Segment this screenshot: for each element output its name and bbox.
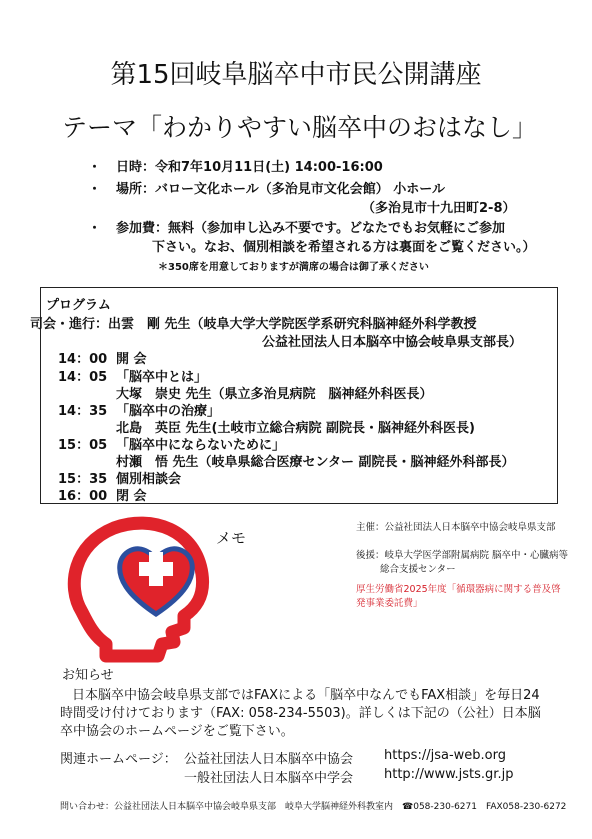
link-url-jsts[interactable]: http://www.jsts.gr.jp <box>384 767 514 782</box>
theme-heading: テーマ「わかりやすい脳卒中のおはなし」 <box>62 113 538 142</box>
link-org-jsa: 公益社団法人日本脳卒中協会 <box>184 752 354 767</box>
notice-text: 卒中協会のホームページをご覧下さい。 <box>60 724 294 739</box>
program-time: 14：35 <box>58 404 108 419</box>
bullet-venue: ・ <box>88 182 102 197</box>
program-item: 「脳卒中の治療」 <box>116 404 221 419</box>
event-fee-cont: 下さい。なお、個別相談を希望される方は裏面をご覧ください。） <box>152 240 536 255</box>
program-item: 「脳卒中にならないために」 <box>116 438 286 453</box>
event-date: 日時：令和7年10月11日(土) 14:00-16:00 <box>116 160 383 175</box>
link-url-jsa[interactable]: https://jsa-web.org <box>384 748 506 763</box>
page-title: 第15回岐阜脳卒中市民公開講座 <box>110 60 482 90</box>
program-time: 14：00 <box>58 352 108 367</box>
program-chair-org: 公益社団法人日本脳卒中協会岐阜県支部長） <box>262 335 523 350</box>
host-org: 主催：公益社団法人日本脳卒中協会岐阜県支部 <box>356 522 556 533</box>
notice-text: 時間受け付けております（FAX: 058-234-5503)。詳しくは下記の（公社）日本脳 <box>60 706 541 721</box>
links-label: 関連ホームページ： <box>60 752 177 767</box>
program-item: 閉 会 <box>116 489 147 504</box>
notice-text: 日本脳卒中協会岐阜県支部ではFAXによる「脳卒中なんでもFAX相談」を毎日24 <box>72 688 540 703</box>
link-org-jsts: 一般社団法人日本脳卒中学会 <box>184 771 354 786</box>
program-item: 「脳卒中とは」 <box>116 370 208 385</box>
program-item: 開 会 <box>116 352 147 367</box>
event-venue-address: （多治見市十九田町2-8） <box>362 201 516 216</box>
program-speaker: 大塚 崇史 先生（県立多治見病院 脳神経外科医長） <box>116 387 433 402</box>
program-time: 15：35 <box>58 472 108 487</box>
support-org-cont: 総合支援センター <box>380 564 456 575</box>
program-time: 14：05 <box>58 370 108 385</box>
bullet-date: ・ <box>88 160 102 175</box>
grant-note-cont: 発事業委託費」 <box>356 598 423 609</box>
program-item: 個別相談会 <box>116 472 182 487</box>
bullet-fee: ・ <box>88 221 102 236</box>
program-time: 16：00 <box>58 489 108 504</box>
seat-note: ＊350席を用意しておりますが満席の場合は御了承ください <box>158 262 429 273</box>
stroke-association-logo <box>62 516 210 664</box>
event-fee: 参加費：無料（参加申し込み不要です。どなたでもお気軽にご参加 <box>116 221 505 236</box>
grant-note: 厚生労働省2025年度「循環器病に関する普及啓 <box>356 584 561 595</box>
program-chair: 司会・進行：出雲 剛 先生（岐阜大学大学院医学系研究科脳神経外科学教授 <box>30 317 477 332</box>
program-speaker: 北島 英臣 先生(土岐市立総合病院 副院長・脳神経外科医長) <box>116 421 475 436</box>
event-venue: 場所：バロー文化ホール（多治見市文化会館） 小ホール <box>116 182 446 197</box>
notice-heading: お知らせ <box>62 668 114 683</box>
program-speaker: 村瀬 悟 先生（岐阜県総合医療センター 副院長・脳神経外科部長） <box>116 455 515 470</box>
contact-footer: 問い合わせ：公益社団法人日本脳卒中協会岐阜県支部 岐阜大学脳神経外科教室内 ☎058-230-6271 FAX058-230-6272 <box>60 802 567 812</box>
program-time: 15：05 <box>58 438 108 453</box>
memo-label: メモ <box>216 529 247 547</box>
support-org: 後援：岐阜大学医学部附属病院 脳卒中・心臓病等 <box>356 550 569 561</box>
program-heading: プログラム <box>46 298 111 313</box>
